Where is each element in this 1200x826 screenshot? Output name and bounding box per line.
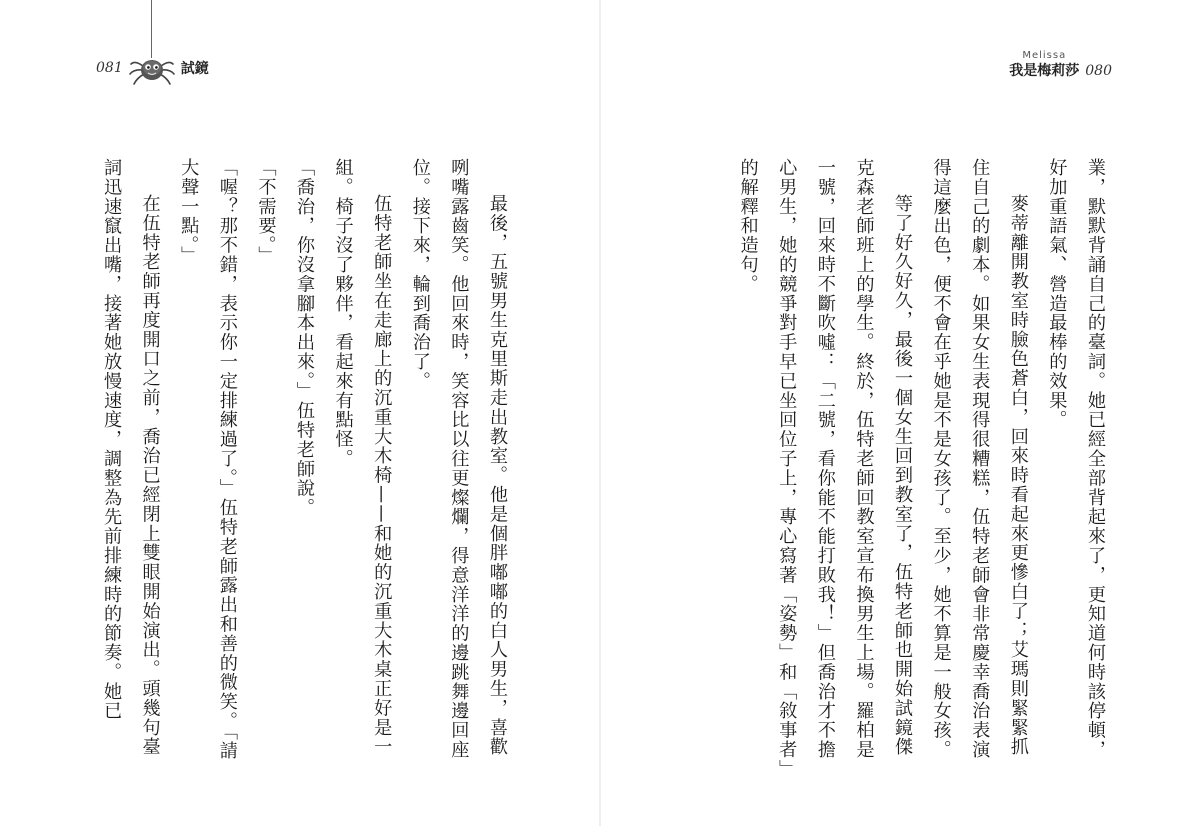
chapter-title: 試鏡 <box>180 61 209 77</box>
left-page-body <box>86 158 516 770</box>
paragraph: 「喔？那不錯，表示你一定排練過了。」伍特老師露出和善的微笑。「請大聲一點。」 <box>178 158 238 761</box>
paragraph: 「喬治，你沒拿腳本出來。」伍特老師說。 <box>294 158 316 518</box>
paragraph: 麥蒂離開教室時臉色蒼白，回來時看起來更慘白了；艾瑪則緊緊抓住自己的劇本。如果女生表現得很糟糕，伍特老師會非常慶幸喬治表演得這麼出色，便不會在乎她是不是女孩了。至少，她不算是一般女孩。 <box>930 158 1029 760</box>
paragraph: 在伍特老師再度開口之前，喬治已經閉上雙眼開始演出。頭幾句臺詞迅速竄出嘴，接著她放慢速度，調整為先前排練時的節奏。她已 <box>101 158 161 757</box>
paragraph: 業，默默背誦自己的臺詞。她已經全部背起來了，更知道何時該停頓，好加重語氣、營造最棒的效果。 <box>1046 158 1106 760</box>
left-page-number: 081 <box>96 60 123 76</box>
page-gutter <box>599 0 601 826</box>
spider-icon <box>129 48 175 88</box>
book-title-block <box>1009 50 1079 80</box>
right-page-body <box>678 158 1114 770</box>
series-name: Melissa <box>1022 50 1067 61</box>
left-page-header <box>96 48 209 88</box>
paragraph: 「不需要。」 <box>255 158 277 266</box>
paragraph: 伍特老師坐在走廊上的沉重大木椅——和她的沉重大木桌正好是一組。椅子沒了夥伴，看起來有點怪。 <box>332 158 393 757</box>
book-title: 我是梅莉莎 <box>1009 63 1080 79</box>
right-page-number: 080 <box>1085 63 1112 79</box>
paragraph: 等了好久好久，最後一個女生回到教室了，伍特老師也開始試鏡傑克森老師班上的學生。終於，伍特老師回教室宣布換男生上場。羅柏是一號，回來時不斷吹噓：「二號，看你能不能打敗我！」但喬治才不擔心男生，她的競爭對手早已坐回位子上，專心寫著「姿勢」和「敘事者」的解釋和造句。 <box>737 158 914 770</box>
spider-graphic <box>129 48 175 88</box>
paragraph: 最後，五號男生克里斯走出教室。他是個胖嘟嘟的白人男生，喜歡咧嘴露齒笑。他回來時，笑容比以往更燦爛，得意洋洋的邊跳舞邊回座位。接下來，輪到喬治了。 <box>409 158 508 760</box>
right-page-header <box>1009 40 1112 80</box>
spider-thread <box>151 0 152 58</box>
